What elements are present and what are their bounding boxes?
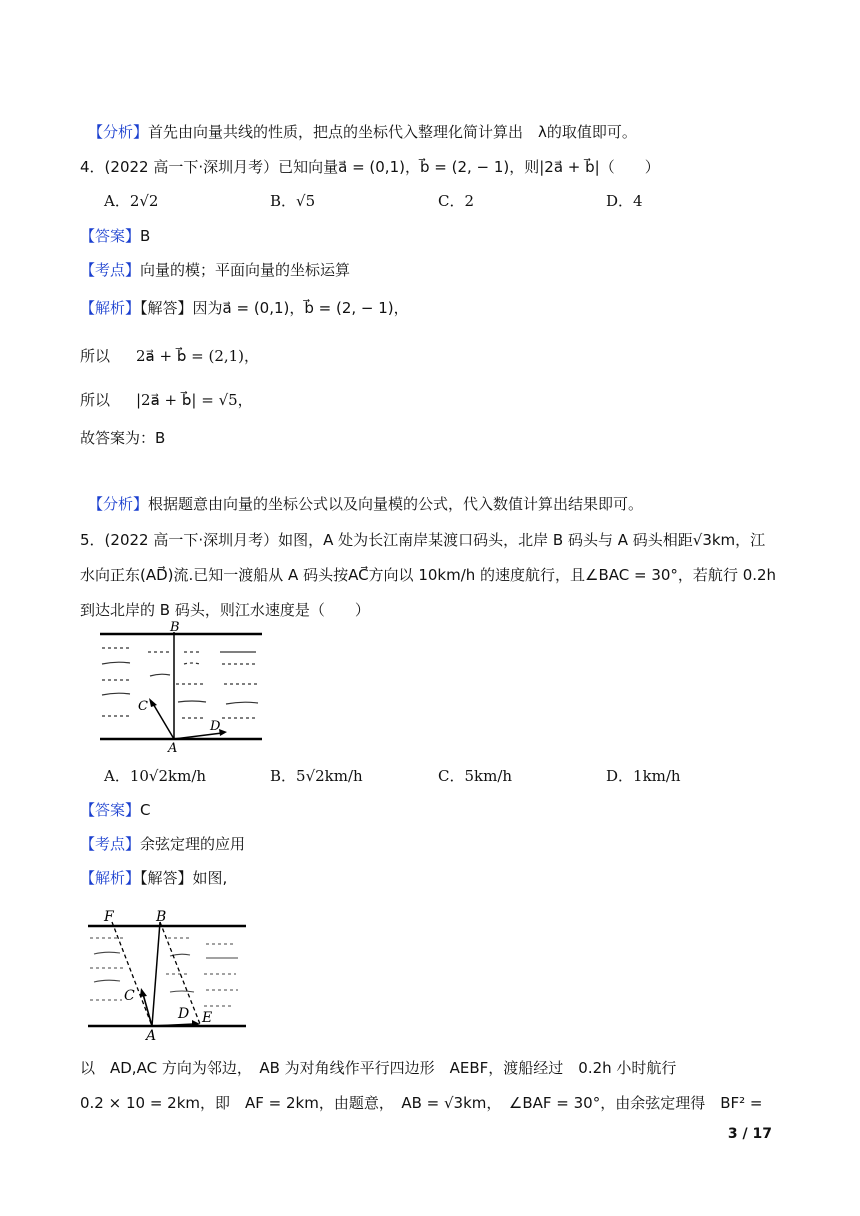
q5-answer-line — [80, 800, 151, 820]
fig2-label-c: C — [124, 988, 135, 1004]
q5-line-b: 0.2 × 10 = 2km，即 AF = 2km，由题意， AB = √3km， ∠BAF = 30°，由余弦定理得 BF² = — [80, 1094, 763, 1112]
q5-stem-line3: 到达北岸的 B 码头，则江水速度是（ ） — [80, 601, 370, 619]
q4-point-line — [80, 260, 350, 280]
q5-point-line — [80, 834, 245, 854]
q4-solution-head: 【解答】因为a⃗ = (0,1)，b⃗ = (2, − 1)， — [140, 299, 409, 317]
q4-answer-tag: 【答案】 — [80, 227, 141, 245]
q4-answer: B — [140, 227, 151, 245]
fig1-label-b: B — [170, 620, 180, 635]
q4-point: 向量的模；平面向量的坐标运算 — [140, 261, 351, 279]
page-number: 3 / 17 — [727, 1126, 772, 1142]
q5-answer-tag: 【答案】 — [80, 801, 141, 819]
fig2-label-b: B — [156, 909, 167, 925]
q5-option-a: A．10√2km/h — [104, 767, 207, 785]
q3-analysis-tag: 【分析】 — [88, 123, 149, 141]
fig2-label-e: E — [202, 1010, 213, 1026]
river-figure-1 — [96, 618, 266, 754]
q4-stem: 4．(2022 高一下·深圳月考）已知向量a⃗ = (0,1)，b⃗ = (2, − 1)，则|2a⃗ + b⃗|（ ） — [80, 158, 660, 176]
fig2-label-f: F — [104, 909, 114, 925]
q4-option-c: C．2 — [438, 192, 475, 210]
fig1-label-c: C — [138, 699, 148, 714]
fig2-label-d: D — [178, 1006, 190, 1022]
q5-stem-line1: 5．(2022 高一下·深圳月考）如图，A 处为长江南岸某渡口码头，北岸 B 码头与 A 码头相距√3km，江 — [80, 531, 766, 549]
q4-analysis-line — [88, 494, 643, 514]
q3-analysis-text: 首先由向量共线的性质，把点的坐标代入整理化简计算出 λ的取值即可。 — [148, 123, 637, 141]
q3-analysis-line — [88, 122, 637, 142]
q4-step1-prefix: 所以 — [80, 347, 111, 365]
q5-line-a: 以 AD,AC 方向为邻边， AB 为对角线作平行四边形 AEBF，渡船经过 0.2h 小时航行 — [80, 1059, 677, 1077]
q5-stem-line2: 水向正东(AD⃗)流.已知一渡船从 A 码头按AC⃗方向以 10km/h 的速度航行，且∠BAC = 30°，若航行 0.2h — [80, 566, 777, 584]
q5-solution-head: 【解答】如图, — [140, 869, 228, 887]
q4-option-b: B．√5 — [270, 192, 316, 210]
river-figure-2 — [86, 904, 252, 1040]
q4-solution-tag: 【解析】 — [80, 299, 141, 317]
q4-analysis-tag: 【分析】 — [88, 495, 149, 513]
fig1-label-d: D — [210, 719, 221, 734]
q4-solution-line — [80, 298, 409, 318]
q5-solution-line — [80, 868, 227, 888]
q5-point: 余弦定理的应用 — [140, 835, 246, 853]
q5-option-d: D．1km/h — [606, 767, 681, 785]
q4-answer-line — [80, 226, 150, 246]
q5-point-tag: 【考点】 — [80, 835, 141, 853]
q4-step2: |2a⃗ + b⃗| = √5， — [136, 391, 253, 409]
q5-option-c: C．5km/h — [438, 767, 513, 785]
q4-option-a: A．2√2 — [104, 192, 159, 210]
q4-conclusion: 故答案为：B — [80, 429, 166, 447]
q4-analysis: 根据题意由向量的坐标公式以及向量模的公式，代入数值计算出结果即可。 — [148, 495, 644, 513]
q4-step2-prefix: 所以 — [80, 391, 111, 409]
q5-answer: C — [140, 801, 151, 819]
q4-step1: 2a⃗ + b⃗ = (2,1)， — [136, 347, 260, 365]
q4-option-d: D．4 — [606, 192, 643, 210]
q5-solution-tag: 【解析】 — [80, 869, 141, 887]
q4-point-tag: 【考点】 — [80, 261, 141, 279]
q5-option-b: B．5√2km/h — [270, 767, 363, 785]
fig1-label-a: A — [168, 741, 178, 754]
fig2-label-a: A — [146, 1028, 157, 1040]
